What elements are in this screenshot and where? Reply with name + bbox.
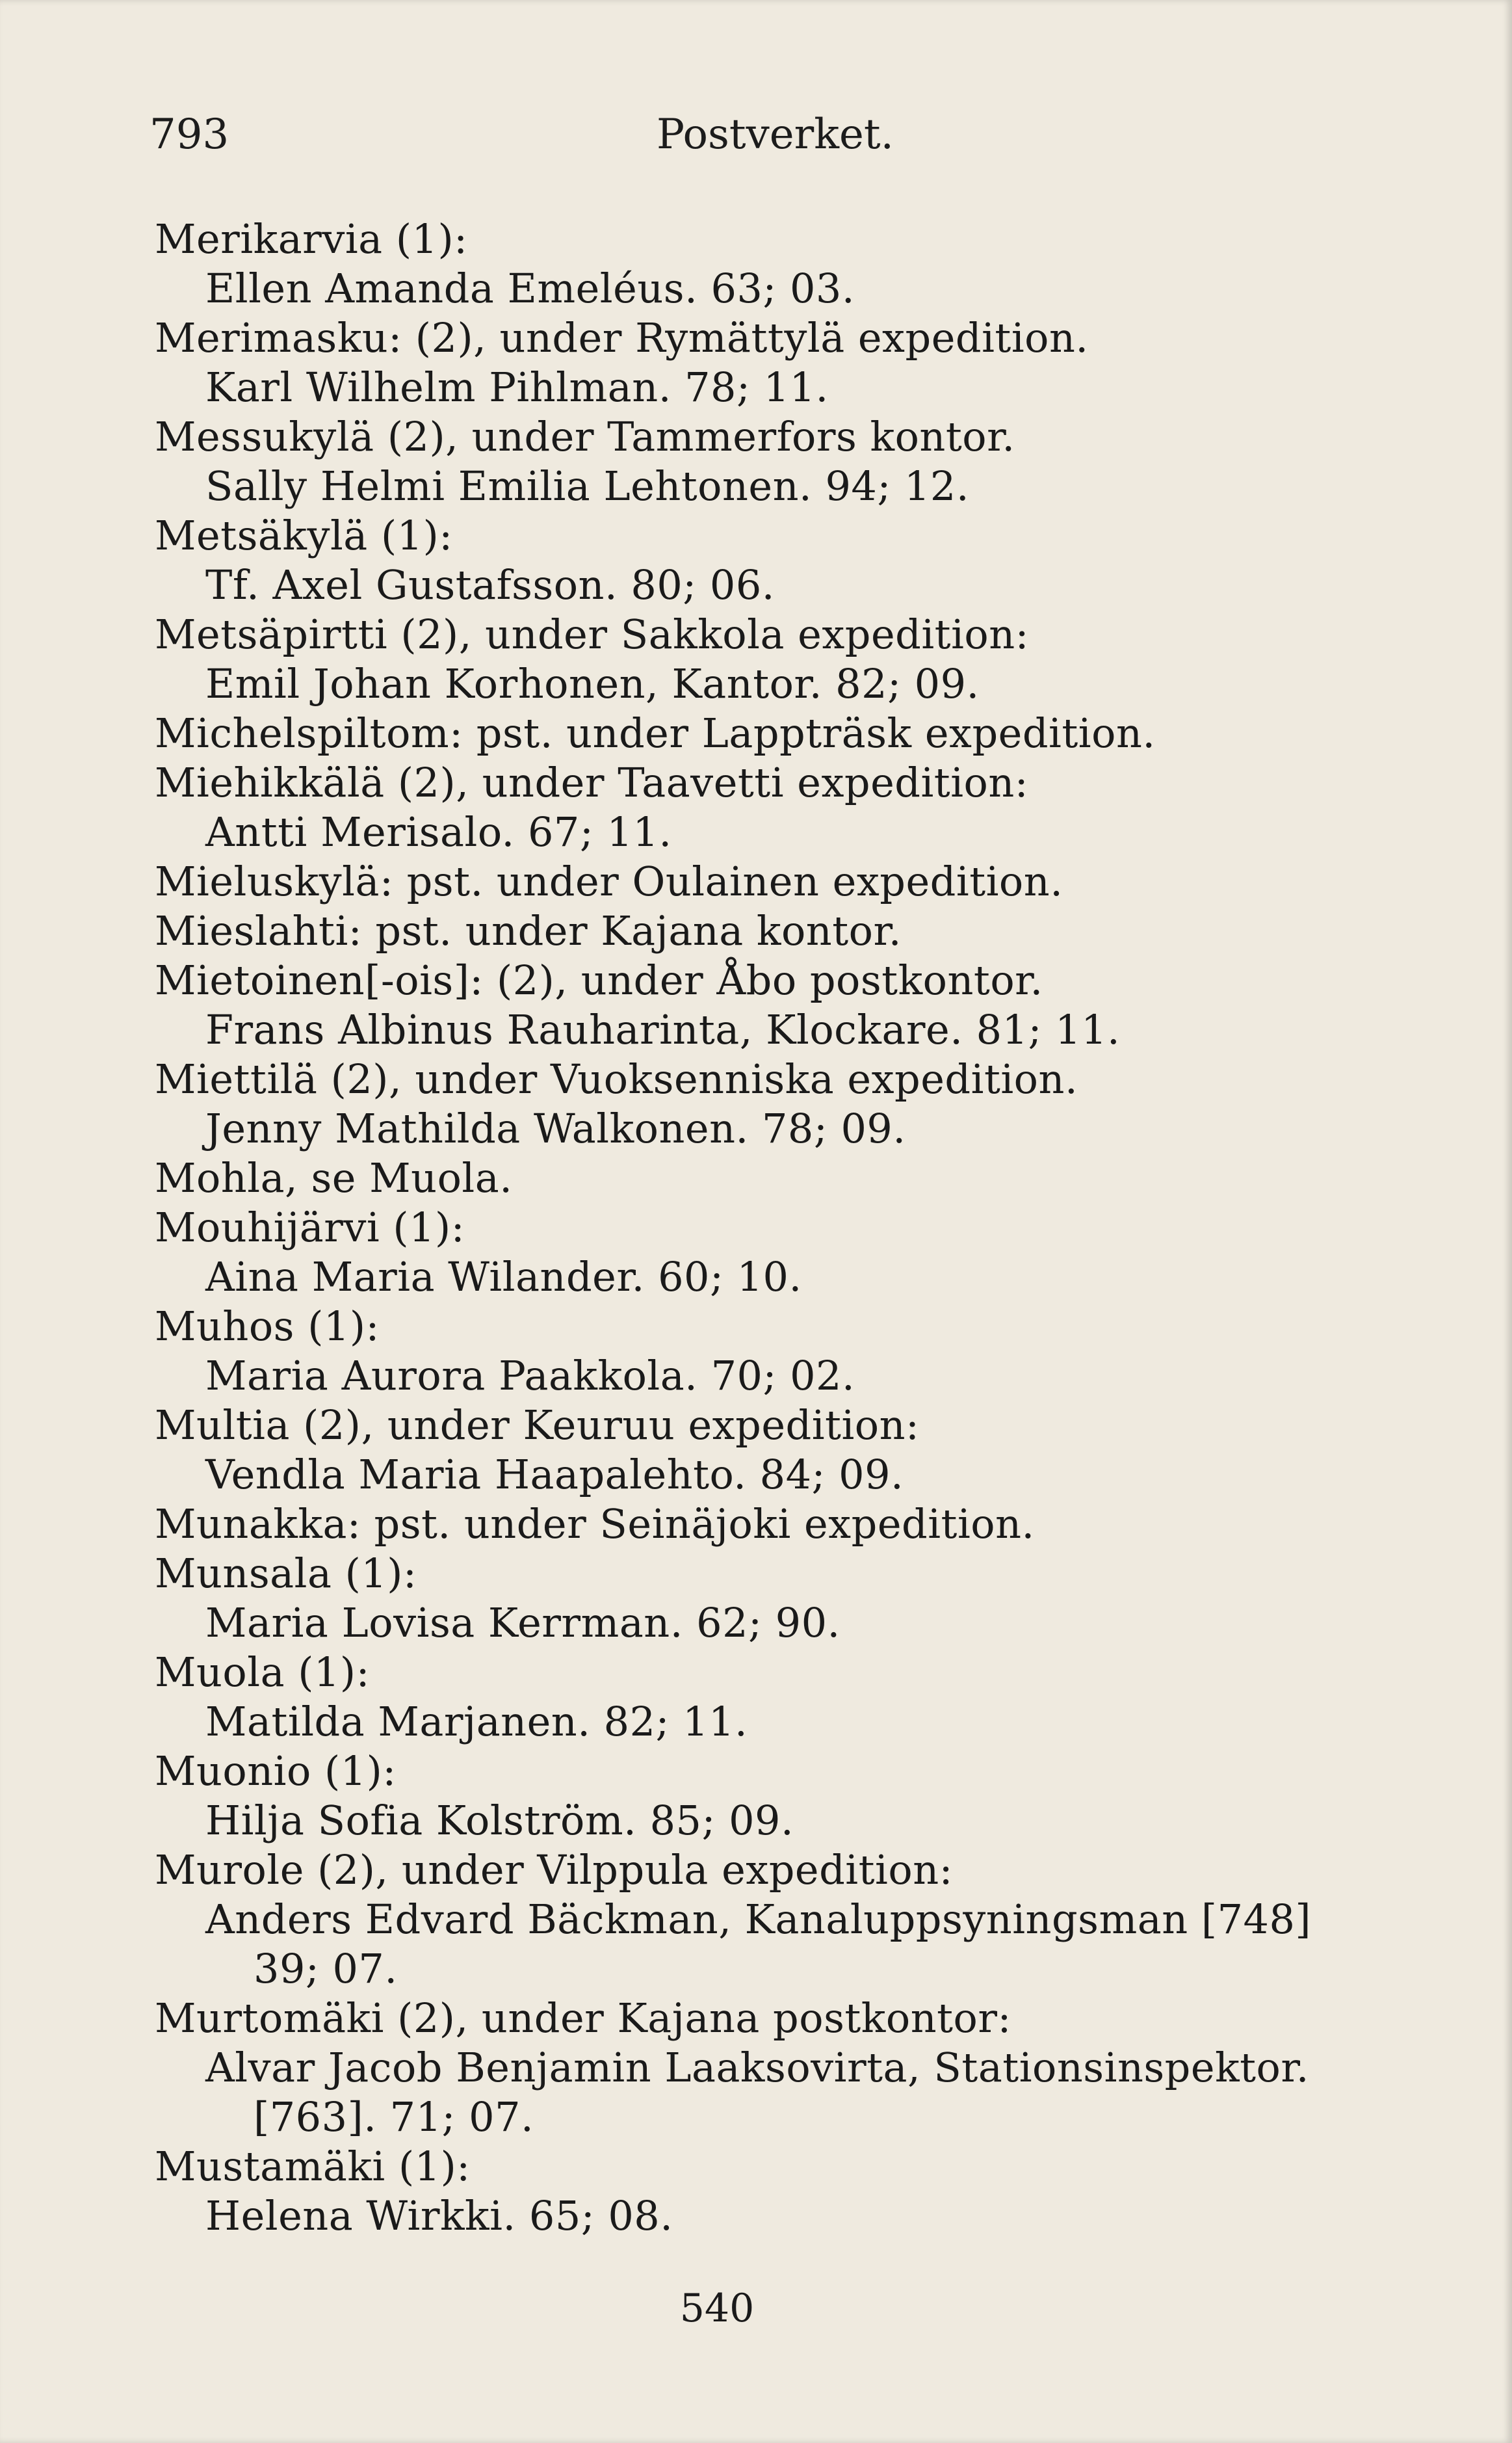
page-header (150, 111, 1255, 169)
postmaster-entry: Ellen Amanda Emeléus. 63; 03. (205, 265, 855, 312)
place-heading: Mohla, se Muola. (155, 1154, 513, 1202)
place-heading: Miettilä (2), under Vuoksenniska expedition. (155, 1055, 1078, 1103)
place-heading: Metsäpirtti (2), under Sakkola expedition: (155, 611, 1030, 658)
place-heading: Munsala (1): (155, 1550, 417, 1597)
directory-entries (155, 215, 1422, 2241)
postmaster-entry: Karl Wilhelm Pihlman. 78; 11. (205, 363, 829, 411)
running-title: Postverket. (657, 111, 894, 159)
place-heading: Munakka: pst. under Seinäjoki expedition. (155, 1500, 1035, 1548)
postmaster-entry: Matilda Marjanen. 82; 11. (205, 1698, 748, 1745)
place-heading: Mouhijärvi (1): (155, 1204, 465, 1251)
place-heading: Multia (2), under Keuruu expedition: (155, 1401, 920, 1449)
postmaster-entry: Emil Johan Korhonen, Kantor. 82; 09. (205, 660, 980, 707)
place-heading: Merikarvia (1): (155, 215, 468, 263)
postmaster-entry: Maria Lovisa Kerrman. 62; 90. (205, 1599, 841, 1646)
postmaster-entry: Hilja Sofia Kolström. 85; 09. (205, 1797, 794, 1844)
place-heading: Muonio (1): (155, 1747, 397, 1795)
place-heading: Mietoinen[-ois]: (2), under Åbo postkontor. (155, 957, 1043, 1004)
place-heading: Michelspiltom: pst. under Lappträsk expedition. (155, 709, 1156, 757)
postmaster-entry: Maria Aurora Paakkola. 70; 02. (205, 1352, 855, 1399)
postmaster-entry: Anders Edvard Bäckman, Kanaluppsyningsman [748] (205, 1895, 1312, 1943)
place-heading: Mieluskylä: pst. under Oulainen expedition. (155, 858, 1063, 905)
postmaster-entry: Tf. Axel Gustafsson. 80; 06. (205, 561, 775, 609)
place-heading: Muhos (1): (155, 1302, 380, 1350)
postmaster-entry: Vendla Maria Haapalehto. 84; 09. (205, 1451, 904, 1498)
place-heading: Merimasku: (2), under Rymättylä expedition. (155, 314, 1089, 362)
place-heading: Mieslahti: pst. under Kajana kontor. (155, 907, 902, 955)
place-heading: Mustamäki (1): (155, 2143, 471, 2190)
postmaster-entry: Alvar Jacob Benjamin Laaksovirta, Stationsinspektor. (205, 2044, 1309, 2091)
place-heading: Murtomäki (2), under Kajana postkontor: (155, 1994, 1011, 2042)
place-heading: Messukylä (2), under Tammerfors kontor. (155, 413, 1015, 460)
postmaster-entry: Antti Merisalo. 67; 11. (205, 808, 672, 856)
entry-continuation: [763]. 71; 07. (254, 2093, 534, 2141)
postmaster-entry: Aina Maria Wilander. 60; 10. (205, 1253, 802, 1301)
sheet-number: 540 (679, 2286, 755, 2331)
page-footer (0, 2286, 1512, 2331)
place-heading: Muola (1): (155, 1648, 370, 1696)
page-number: 793 (150, 111, 229, 159)
entry-continuation: 39; 07. (254, 1945, 398, 1992)
postmaster-entry: Frans Albinus Rauharinta, Klockare. 81; 11. (205, 1006, 1121, 1053)
place-heading: Murole (2), under Vilppula expedition: (155, 1846, 954, 1894)
place-heading: Miehikkälä (2), under Taavetti expedition: (155, 759, 1029, 806)
postmaster-entry: Sally Helmi Emilia Lehtonen. 94; 12. (205, 462, 970, 510)
place-heading: Metsäkylä (1): (155, 512, 453, 559)
postmaster-entry: Helena Wirkki. 65; 08. (205, 2192, 673, 2239)
postmaster-entry: Jenny Mathilda Walkonen. 78; 09. (205, 1105, 906, 1152)
